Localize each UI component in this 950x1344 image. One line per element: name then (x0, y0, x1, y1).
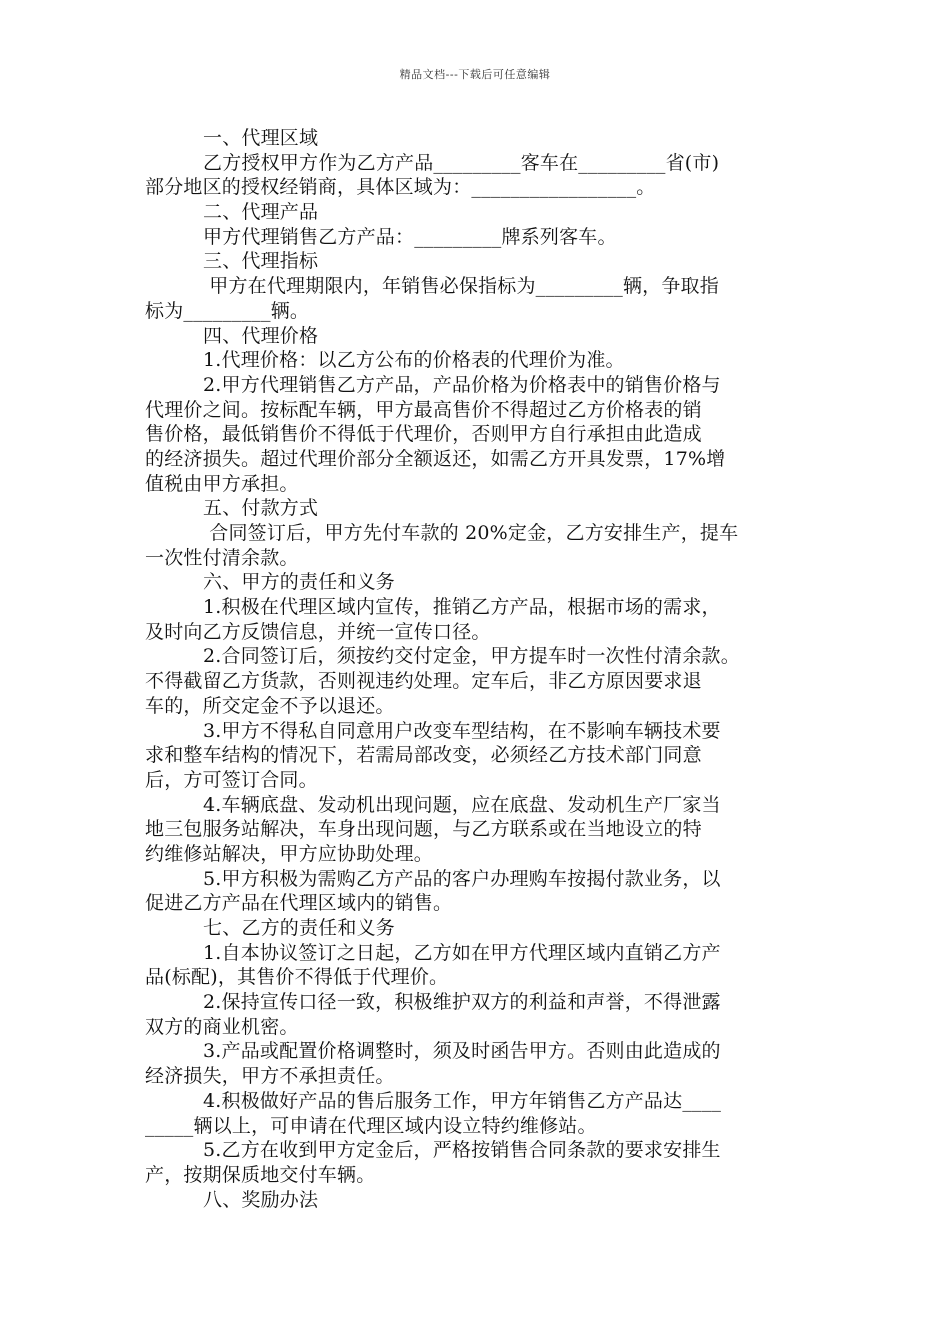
section-heading: 七、乙方的责任和义务 (203, 917, 396, 939)
section-heading: 六、甲方的责任和义务 (203, 571, 396, 594)
paragraph-line: 合同签订后，甲方先付车款的 20%定金，乙方安排生产，提车 (203, 522, 739, 544)
paragraph-line: 3.甲方不得私自同意用户改变车型结构，在不影响车辆技术要 (203, 719, 721, 742)
paragraph-line: 2.甲方代理销售乙方产品，产品价格为价格表中的销售价格与 (203, 373, 721, 396)
paragraph-line: 不得截留乙方货款，否则视违约处理。定车后，非乙方原因要求退 (145, 670, 702, 693)
paragraph-line: 3.产品或配置价格调整时，须及时函告甲方。否则由此造成的 (203, 1040, 721, 1063)
paragraph-line: 品(标配)，其售价不得低于代理价。 (145, 966, 449, 989)
paragraph-line: 1.积极在代理区域内宣传，推销乙方产品，根据市场的需求， (203, 596, 721, 619)
paragraph-line: 4.积极做好产品的售后服务工作，甲方年销售乙方产品达____ (203, 1089, 722, 1112)
paragraph-line: 甲方代理销售乙方产品：_________牌系列客车。 (203, 225, 617, 248)
section-heading: 五、付款方式 (203, 497, 319, 520)
paragraph-line: 的经济损失。超过代理价部分全额返还，如需乙方开具发票，17%增 (145, 447, 726, 470)
section-heading: 一、代理区域 (203, 127, 319, 149)
paragraph-line: 2.保持宣传口径一致，积极维护双方的利益和声誉，不得泄露 (203, 991, 721, 1014)
paragraph-line: 地三包服务站解决，车身出现问题，与乙方联系或在当地设立的特 (145, 818, 702, 841)
document-body (145, 126, 810, 1212)
paragraph-line: 标为_________辆。 (145, 299, 310, 322)
section-heading: 三、代理指标 (203, 250, 319, 273)
paragraph-line: 双方的商业机密。 (145, 1015, 299, 1038)
paragraph-line: 甲方在代理期限内，年销售必保指标为_________辆，争取指 (203, 275, 719, 298)
paragraph-line: 2.合同签订后，须按约交付定金，甲方提车时一次性付清余款。 (203, 645, 740, 668)
section-heading: 四、代理价格 (203, 324, 319, 347)
paragraph-line: 部分地区的授权经销商，具体区域为：_________________。 (145, 176, 656, 199)
section-heading: 二、代理产品 (203, 201, 319, 224)
paragraph-line: 一次性付清余款。 (145, 546, 299, 569)
paragraph-line: 售价格，最低销售价不得低于代理价，否则甲方自行承担由此造成 (145, 423, 702, 446)
paragraph-line: 促进乙方产品在代理区域内的销售。 (145, 892, 453, 915)
paragraph-line: 约维修站解决，甲方应协助处理。 (145, 842, 434, 865)
paragraph-line: 乙方授权甲方作为乙方产品_________客车在_________省(市) (203, 151, 720, 174)
paragraph-line: 求和整车结构的情况下，若需局部改变，必须经乙方技术部门同意 (145, 744, 702, 767)
paragraph-line: 经济损失，甲方不承担责任。 (145, 1065, 395, 1088)
paragraph-line: 1.自本协议签订之日起，乙方如在甲方代理区域内直销乙方产 (203, 941, 721, 964)
paragraph-line: 5.甲方积极为需购乙方产品的客户办理购车按揭付款业务，以 (203, 867, 721, 890)
paragraph-line: 5.乙方在收到甲方定金后，严格按销售合同条款的要求安排生 (203, 1139, 721, 1162)
page-header: 精品文档---下载后可任意编辑 (399, 68, 551, 81)
paragraph-line: 及时向乙方反馈信息，并统一宣传口径。 (145, 620, 491, 643)
paragraph-line: 1.代理价格：以乙方公布的价格表的代理价为准。 (203, 349, 625, 372)
paragraph-line: _____辆以上，可申请在代理区域内设立特约维修站。 (145, 1114, 597, 1137)
paragraph-line: 车的，所交定金不予以退还。 (145, 694, 395, 717)
paragraph-line: 代理价之间。按标配车辆，甲方最高售价不得超过乙方价格表的销 (145, 398, 702, 421)
paragraph-line: 值税由甲方承担。 (145, 472, 299, 495)
section-heading: 八、奖励办法 (203, 1188, 319, 1211)
paragraph-line: 后，方可签订合同。 (145, 768, 318, 791)
paragraph-line: 产，按期保质地交付车辆。 (145, 1163, 376, 1186)
paragraph-line: 4.车辆底盘、发动机出现问题，应在底盘、发动机生产厂家当 (203, 793, 721, 816)
